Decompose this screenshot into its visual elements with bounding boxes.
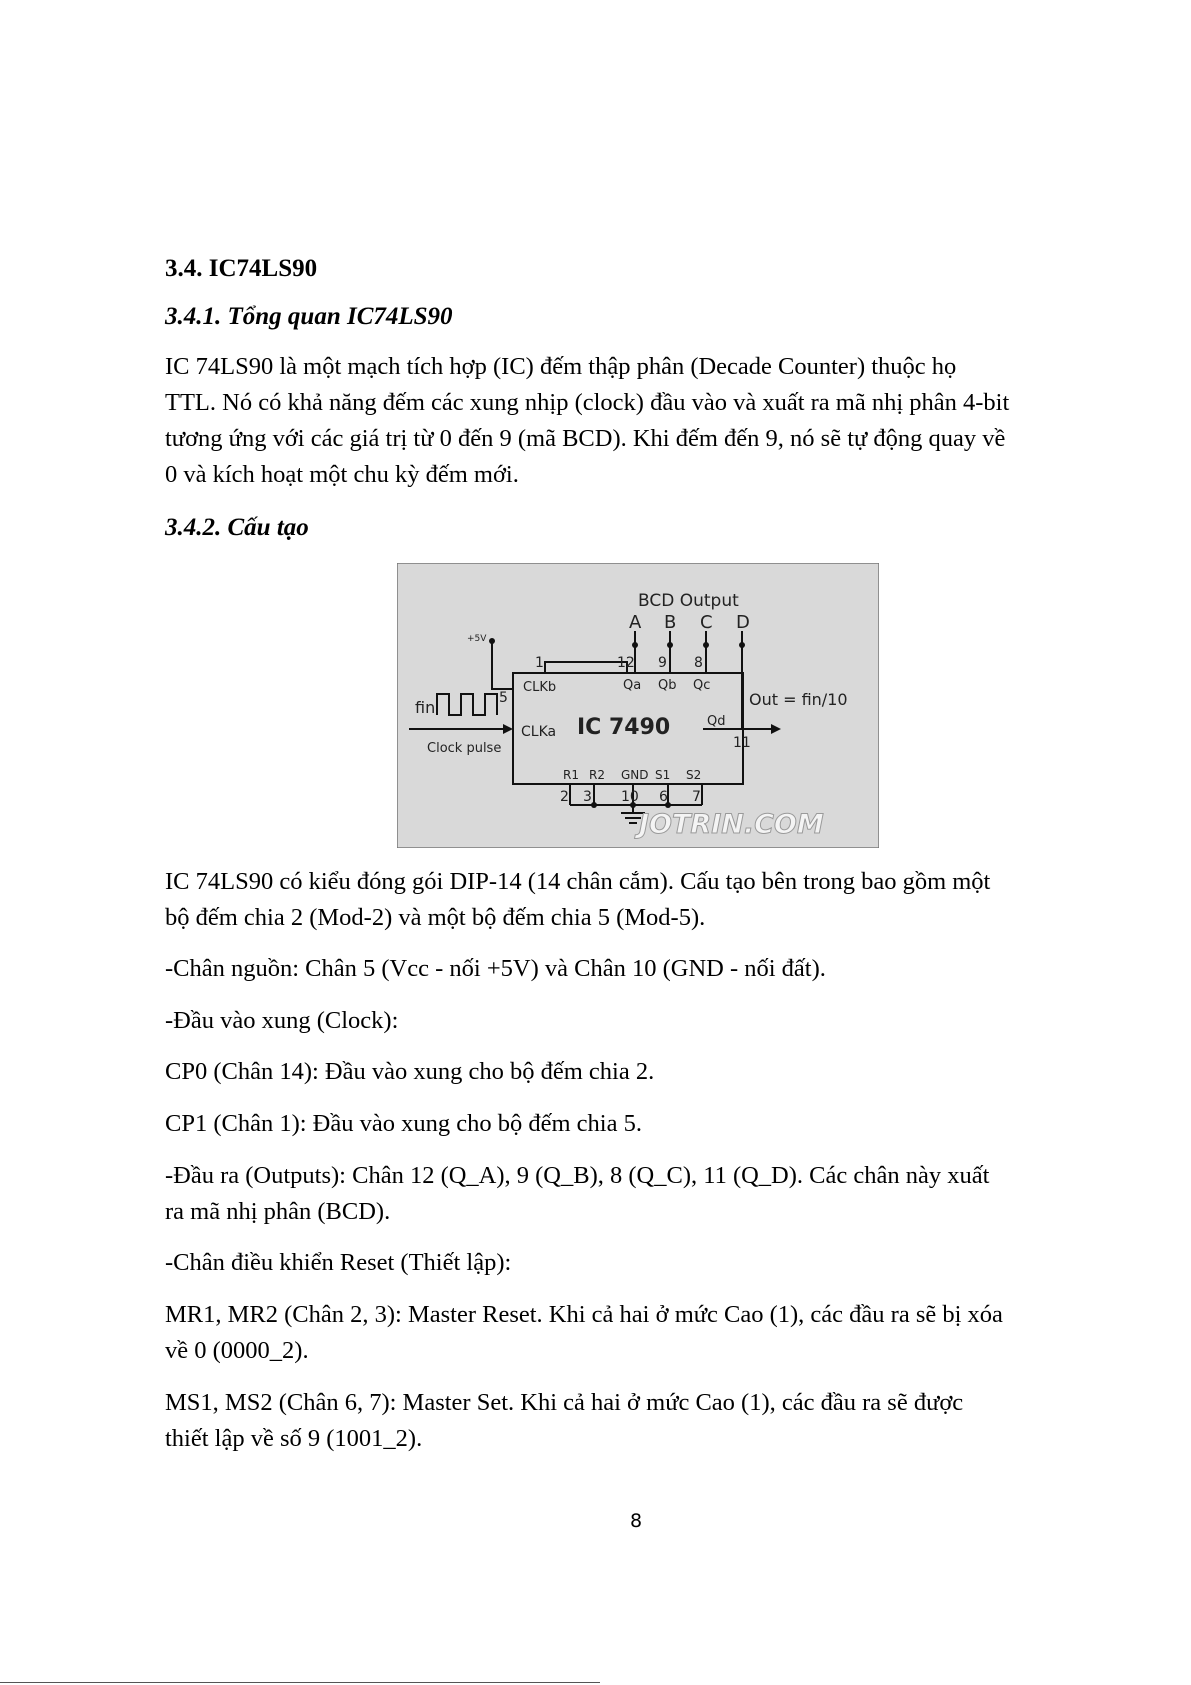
qc-label: Qc [693, 678, 711, 693]
pin-9-label: 9 [658, 655, 667, 671]
pin-11-label: 11 [733, 735, 751, 751]
page-number: 8 [630, 1510, 643, 1532]
pin-5-label: 5 [499, 690, 508, 706]
structure-line: bộ đếm chia 2 (Mod-2) và một bộ đếm chia 5 (Mod-5). [165, 904, 706, 931]
structure-line: về 0 (0000_2). [165, 1337, 309, 1364]
structure-line: CP1 (Chân 1): Đầu vào xung cho bộ đếm chia 5. [165, 1110, 642, 1137]
output-a-label: A [629, 612, 642, 633]
structure-line: CP0 (Chân 14): Đầu vào xung cho bộ đếm chia 2. [165, 1058, 655, 1085]
r2-label: R2 [589, 768, 605, 782]
structure-line: IC 74LS90 có kiểu đóng gói DIP-14 (14 chân cắm). Cấu tạo bên trong bao gồm một [165, 868, 991, 895]
chip-name: IC 7490 [577, 715, 671, 740]
pin-3-label: 3 [583, 789, 592, 805]
pin-7-label: 7 [692, 789, 701, 805]
pin-2-label: 2 [560, 789, 569, 805]
structure-line: ra mã nhị phân (BCD). [165, 1198, 391, 1225]
structure-line: -Đầu ra (Outputs): Chân 12 (Q_A), 9 (Q_B), 8 (Q_C), 11 (Q_D). Các chân này xuất [165, 1162, 990, 1189]
clka-label: CLKa [521, 724, 557, 740]
gnd-label: GND [621, 768, 649, 782]
pin-12-label: 12 [617, 655, 635, 671]
section-heading: 3.4. IC74LS90 [165, 255, 318, 282]
watermark: JOTRIN.COM [639, 809, 824, 840]
qb-label: Qb [658, 678, 677, 693]
overview-line: tương ứng với các giá trị từ 0 đến 9 (mã BCD). Khi đếm đến 9, nó sẽ tự động quay về [165, 425, 1006, 452]
clkb-label: CLKb [523, 680, 557, 695]
clock-pulse-label: Clock pulse [427, 741, 502, 756]
output-c-label: C [700, 612, 713, 633]
pin-1-label: 1 [535, 655, 544, 671]
qa-label: Qa [623, 678, 642, 693]
structure-line: -Chân nguồn: Chân 5 (Vcc - nối +5V) và Chân 10 (GND - nối đất). [165, 955, 826, 982]
output-b-label: B [664, 612, 677, 633]
plus5v-label: +5V [467, 634, 487, 644]
overview-line: 0 và kích hoạt một chu kỳ đếm mới. [165, 461, 519, 488]
ic7490-diagram [397, 563, 879, 848]
r1-label: R1 [563, 768, 579, 782]
pin-10-label: 10 [621, 789, 639, 805]
fin-label: fin [415, 698, 436, 717]
s1-label: S1 [655, 768, 671, 782]
s2-label: S2 [686, 768, 702, 782]
overview-line: IC 74LS90 là một mạch tích hợp (IC) đếm thập phân (Decade Counter) thuộc họ [165, 353, 957, 380]
overview-heading: 3.4.1. Tổng quan IC74LS90 [165, 303, 453, 330]
footer-rule [0, 1682, 600, 1683]
structure-line: thiết lập về số 9 (1001_2). [165, 1425, 423, 1452]
overview-line: TTL. Nó có khả năng đếm các xung nhịp (clock) đầu vào và xuất ra mã nhị phân 4-bit [165, 389, 1010, 416]
structure-line: MS1, MS2 (Chân 6, 7): Master Set. Khi cả hai ở mức Cao (1), các đầu ra sẽ được [165, 1389, 964, 1416]
output-d-label: D [736, 612, 750, 633]
qd-label: Qd [707, 714, 726, 729]
structure-heading: 3.4.2. Cấu tạo [165, 514, 309, 541]
structure-line: -Đầu vào xung (Clock): [165, 1007, 399, 1034]
out-label: Out = fin/10 [749, 690, 848, 709]
pin-8-label: 8 [694, 655, 703, 671]
structure-line: -Chân điều khiển Reset (Thiết lập): [165, 1249, 512, 1276]
bcd-output-label: BCD Output [638, 591, 739, 611]
structure-line: MR1, MR2 (Chân 2, 3): Master Reset. Khi cả hai ở mức Cao (1), các đầu ra sẽ bị xóa [165, 1301, 1003, 1328]
pin-6-label: 6 [659, 789, 668, 805]
